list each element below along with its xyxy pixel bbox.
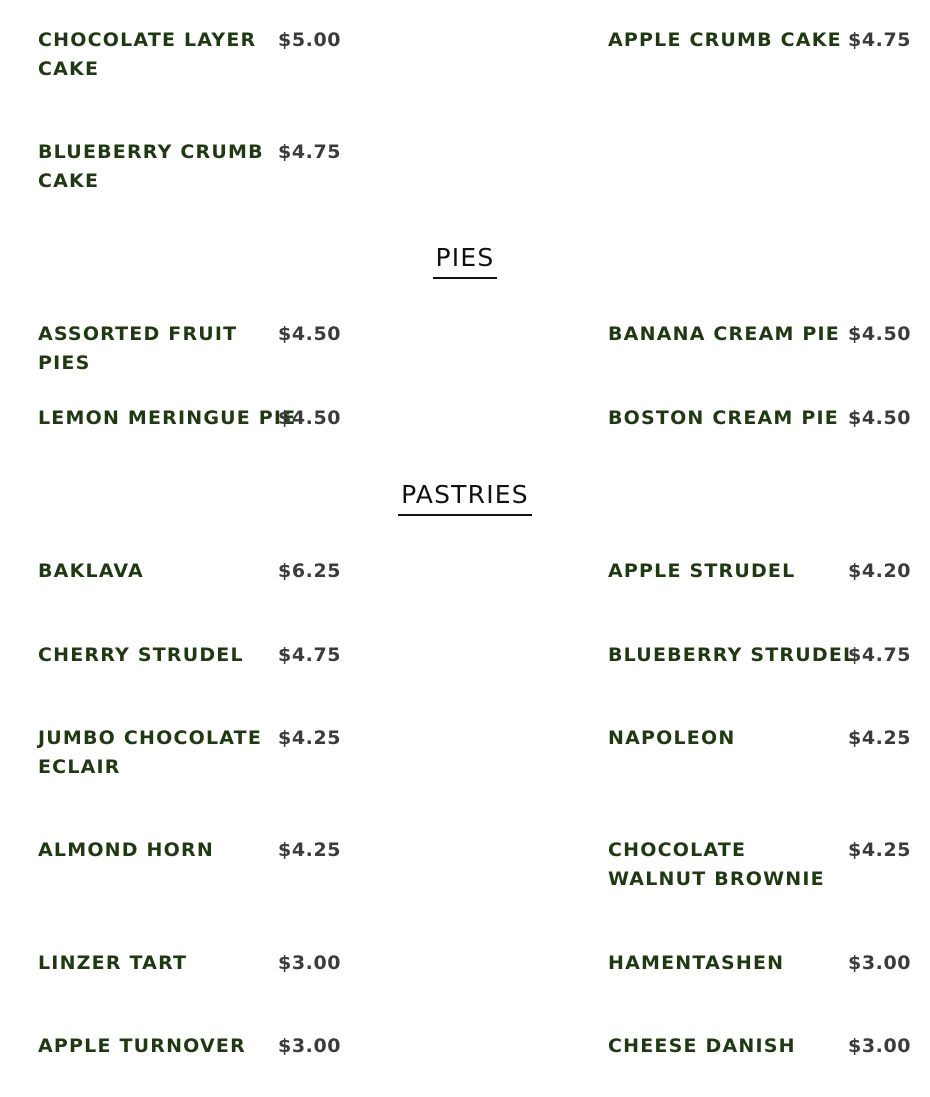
section-heading-pastries [0,480,930,516]
item-price: $4.50 [278,407,342,429]
item-name: BANANA CREAM PIE [608,323,840,345]
item-price: $4.25 [848,727,912,749]
section-heading-pies [0,243,930,279]
item-price: $3.00 [848,952,912,974]
item-name: CHOCOLATE WALNUT BROWNIE [608,839,825,890]
item-name: ALMOND HORN [38,839,214,861]
item-name: CHEESE DANISH [608,1035,796,1057]
item-price: $6.25 [278,560,342,582]
item-price: $4.50 [848,323,912,345]
item-name: BLUEBERRY STRUDEL [608,644,857,666]
item-price: $4.50 [278,323,342,345]
item-price: $3.00 [848,1035,912,1057]
item-price: $3.00 [278,952,342,974]
item-price: $4.75 [278,644,342,666]
item-name: ASSORTED FRUIT PIES [38,323,238,374]
item-name: BOSTON CREAM PIE [608,407,839,429]
item-price: $4.25 [848,839,912,861]
item-name: CHOCOLATE LAYER CAKE [38,29,257,80]
item-price: $4.75 [848,29,912,51]
item-name: CHERRY STRUDEL [38,644,244,666]
item-price: $4.20 [848,560,912,582]
item-price: $4.50 [848,407,912,429]
section-title: PIES [433,243,498,279]
item-name: LEMON MERINGUE PIE [38,407,297,429]
item-name: BAKLAVA [38,560,144,582]
item-price: $4.75 [278,141,342,163]
item-name: JUMBO CHOCOLATE ECLAIR [38,727,263,778]
item-name: BLUEBERRY CRUMB CAKE [38,141,264,192]
item-name: APPLE CRUMB CAKE [608,29,842,51]
item-price: $4.75 [848,644,912,666]
item-name: APPLE TURNOVER [38,1035,246,1057]
item-name: NAPOLEON [608,727,736,749]
item-price: $4.25 [278,839,342,861]
item-name: HAMENTASHEN [608,952,785,974]
item-name: LINZER TART [38,952,188,974]
item-price: $5.00 [278,29,342,51]
section-title: PASTRIES [398,480,532,516]
item-price: $4.25 [278,727,342,749]
item-name: APPLE STRUDEL [608,560,796,582]
item-price: $3.00 [278,1035,342,1057]
